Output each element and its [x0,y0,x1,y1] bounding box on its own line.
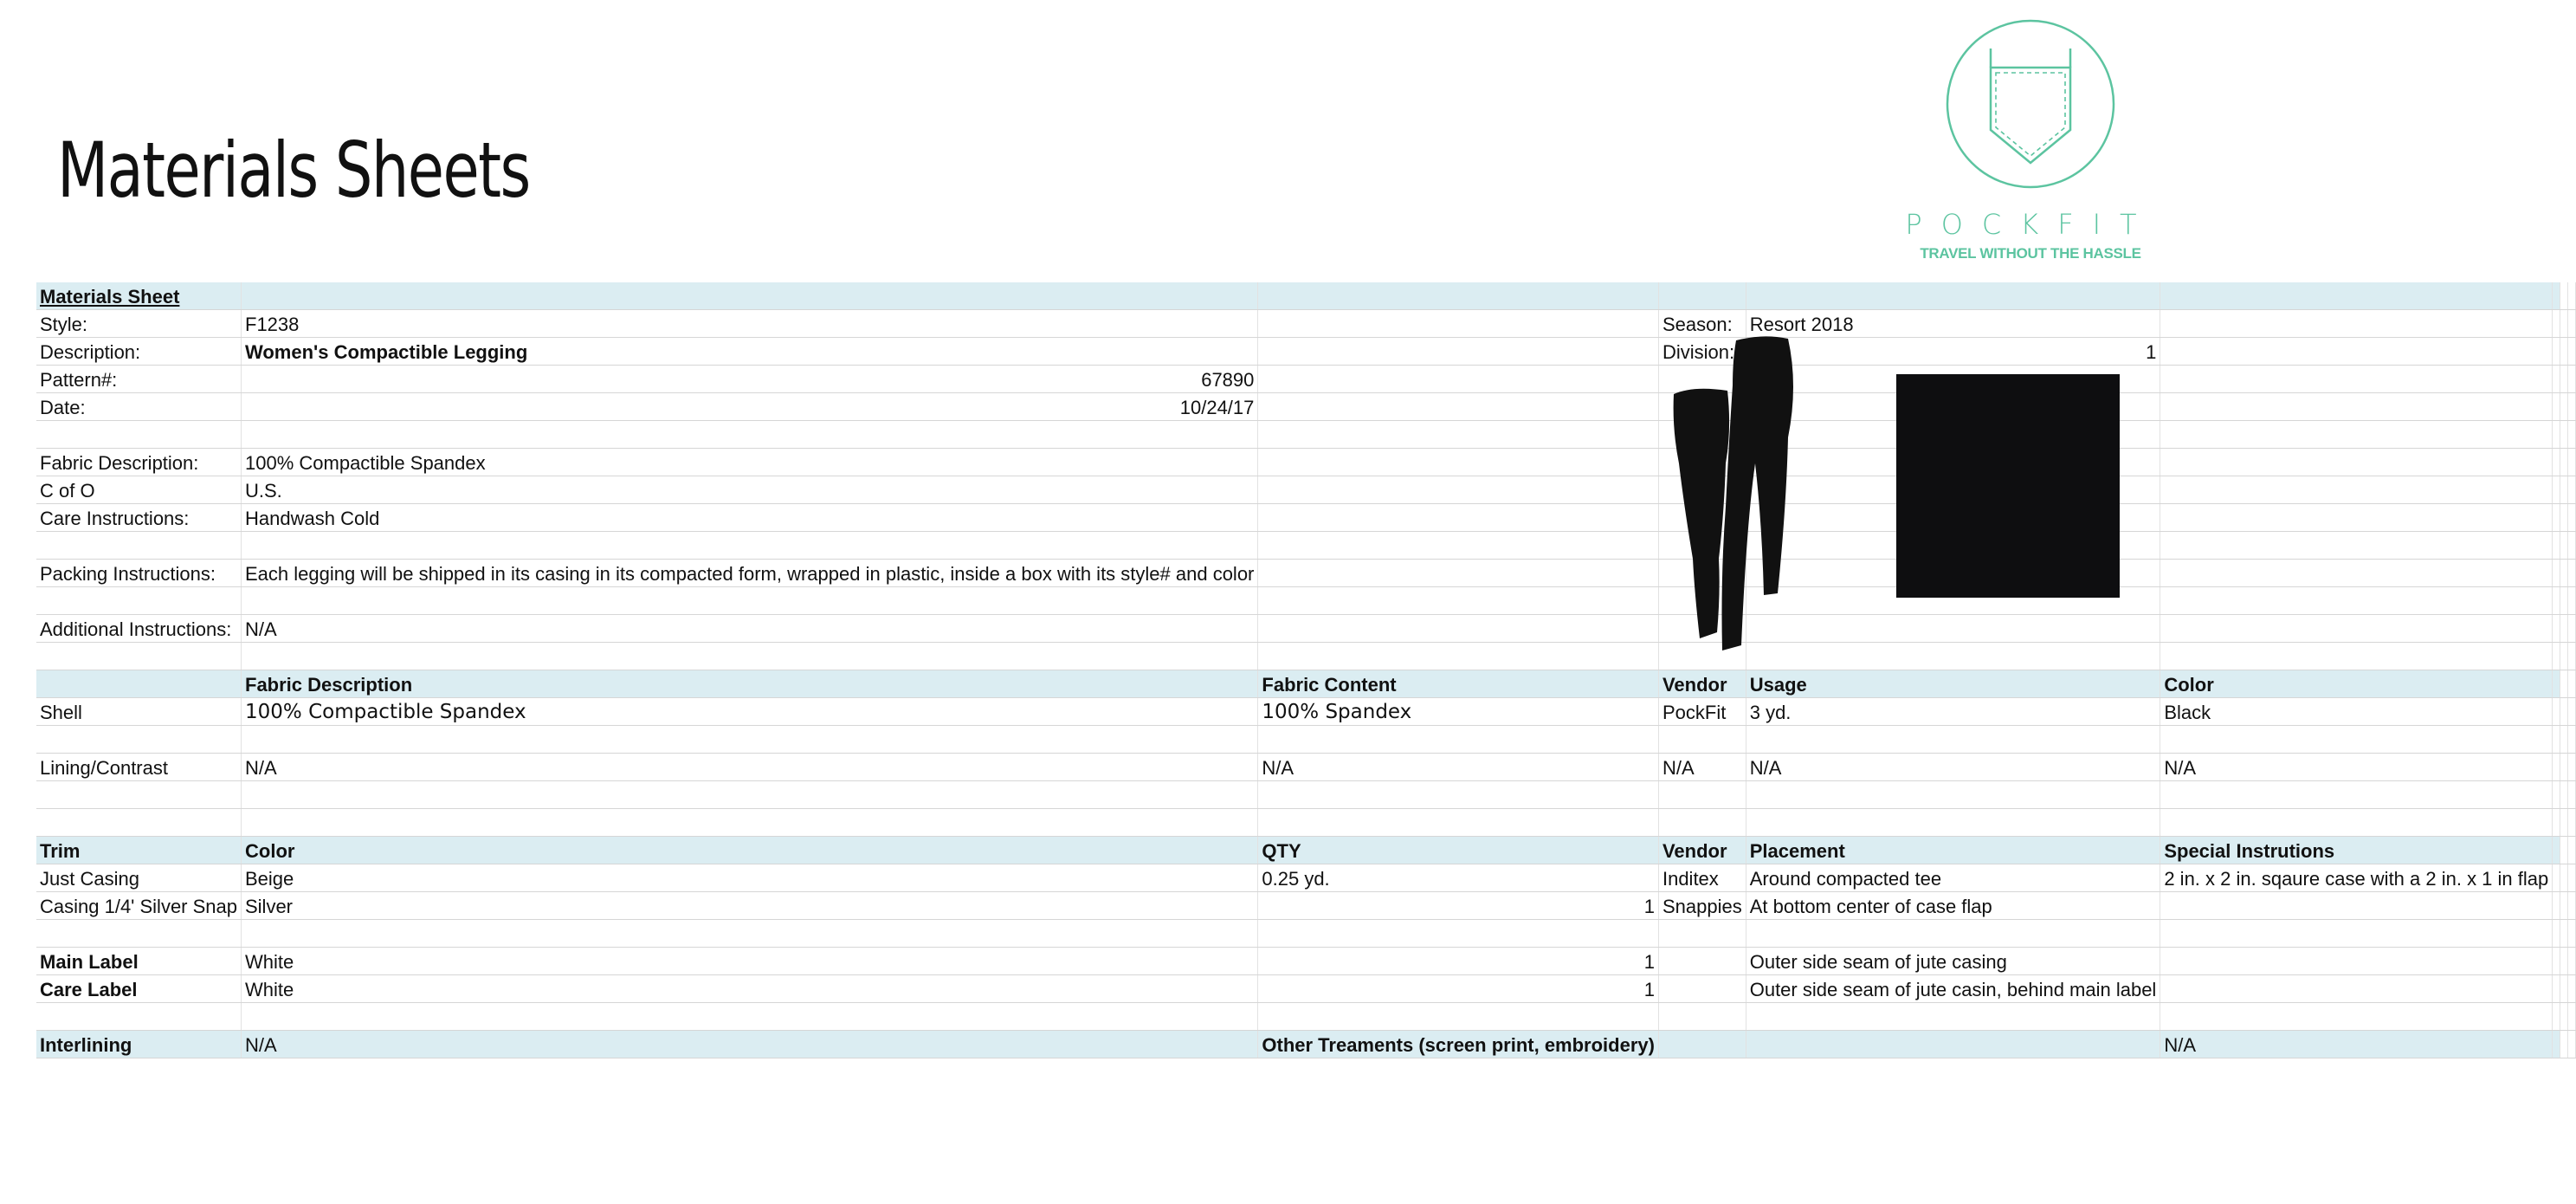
table-row [36,754,2576,781]
fabric-header-color: Color [2160,670,2553,698]
fabric-description: N/A [242,754,1258,781]
coo-value: U.S. [242,476,1258,504]
trim-placement: At bottom center of case flap [1746,892,2160,920]
care-instructions-value: Handwash Cold [242,504,1258,532]
table-row [36,338,2576,366]
date-value: 10/24/17 [242,393,1258,421]
trim-vendor: Snappies [1658,892,1746,920]
fabric-vendor: N/A [1658,754,1746,781]
trim-color: Silver [242,892,1258,920]
logo-brand-name: POCKFIT [1905,208,2156,241]
packing-instructions-label: Packing Instructions: [36,560,242,587]
label-name: Main Label [36,948,242,975]
packing-instructions-value: Each legging will be shipped in its casing in its compacted form, wrapped in plastic, inside a box with its style# and color [242,560,1258,587]
trim-name: Casing 1/4' Silver Snap [36,892,242,920]
fabric-header-usage: Usage [1746,670,2160,698]
sheet-header-row [36,282,2576,310]
fabric-header-content: Fabric Content [1258,670,1659,698]
pocket-logo-icon [1935,9,2126,199]
trim-qty: 1 [1258,892,1659,920]
description-label: Description: [36,338,242,366]
table-row [36,560,2576,587]
trim-special [2160,892,2553,920]
additional-instructions-value: N/A [242,615,1258,643]
fabric-name: Lining/Contrast [36,754,242,781]
fabric-header-vendor: Vendor [1658,670,1746,698]
table-row [36,449,2576,476]
fabric-content: N/A [1258,754,1659,781]
other-treatments-value: N/A [2160,1031,2553,1058]
logo-tagline: TRAVEL WITHOUT THE HASSLE [1920,245,2141,262]
interlining-row [36,1031,2576,1058]
fabric-description-value: 100% Compactible Spandex [242,449,1258,476]
interlining-label: Interlining [36,1031,242,1058]
trim-header-special: Special Instrutions [2160,837,2553,864]
pockfit-logo [1901,9,2160,260]
table-row [36,920,2576,948]
label-name: Care Label [36,975,242,1003]
fabric-name: Shell [36,698,242,726]
style-label: Style: [36,310,242,338]
fabric-description: 100% Compactible Spandex [242,698,1258,726]
table-row [36,532,2576,560]
table-row [36,948,2576,975]
other-treatments-label: Other Treaments (screen print, embroidery) [1258,1031,1659,1058]
sheet-header: Materials Sheet [36,282,242,310]
trim-name: Just Casing [36,864,242,892]
pattern-value: 67890 [242,366,1258,393]
date-label: Date: [36,393,242,421]
fabric-description-label: Fabric Description: [36,449,242,476]
table-row [36,975,2576,1003]
style-value: F1238 [242,310,1258,338]
table-row [36,892,2576,920]
fabric-usage: N/A [1746,754,2160,781]
trim-placement: Around compacted tee [1746,864,2160,892]
table-row [36,504,2576,532]
label-placement: Outer side seam of jute casing [1746,948,2160,975]
table-row [36,726,2576,754]
fabric-color: Black [2160,698,2553,726]
table-row [36,1003,2576,1031]
table-row [36,421,2576,449]
table-row [36,864,2576,892]
table-row [36,476,2576,504]
fabric-color-swatch [1896,374,2120,598]
interlining-value: N/A [242,1031,1258,1058]
table-row [36,587,2576,615]
legging-product-image [1667,333,1840,654]
care-instructions-label: Care Instructions: [36,504,242,532]
fabric-header-row [36,670,2576,698]
fabric-vendor: PockFit [1658,698,1746,726]
fabric-color: N/A [2160,754,2553,781]
fabric-header-description: Fabric Description [242,670,1258,698]
label-color: White [242,948,1258,975]
label-placement: Outer side seam of jute casin, behind main label [1746,975,2160,1003]
label-qty: 1 [1258,948,1659,975]
trim-header-trim: Trim [36,837,242,864]
trim-qty: 0.25 yd. [1258,864,1659,892]
label-color: White [242,975,1258,1003]
table-row [36,698,2576,726]
table-row [36,310,2576,338]
page-title: Materials Sheets [57,126,530,215]
description-value: Women's Compactible Legging [242,338,1258,366]
season-value: Resort 2018 [1746,310,2160,338]
trim-header-row [36,837,2576,864]
materials-sheet-table [36,282,2576,1058]
table-row [36,809,2576,837]
label-qty: 1 [1258,975,1659,1003]
trim-special: 2 in. x 2 in. sqaure case with a 2 in. x 1 in flap [2160,864,2553,892]
table-row [36,643,2576,670]
table-row [36,615,2576,643]
table-row [36,781,2576,809]
trim-header-color: Color [242,837,1258,864]
table-row [36,393,2576,421]
additional-instructions-label: Additional Instructions: [36,615,242,643]
fabric-content: 100% Spandex [1258,698,1659,726]
division-label: Division: [1658,338,1746,366]
trim-vendor: Inditex [1658,864,1746,892]
trim-header-qty: QTY [1258,837,1659,864]
pattern-label: Pattern#: [36,366,242,393]
table-row [36,366,2576,393]
fabric-usage: 3 yd. [1746,698,2160,726]
trim-header-placement: Placement [1746,837,2160,864]
trim-color: Beige [242,864,1258,892]
season-label: Season: [1658,310,1746,338]
division-value: 1 [1746,338,2160,366]
coo-label: C of O [36,476,242,504]
trim-header-vendor: Vendor [1658,837,1746,864]
